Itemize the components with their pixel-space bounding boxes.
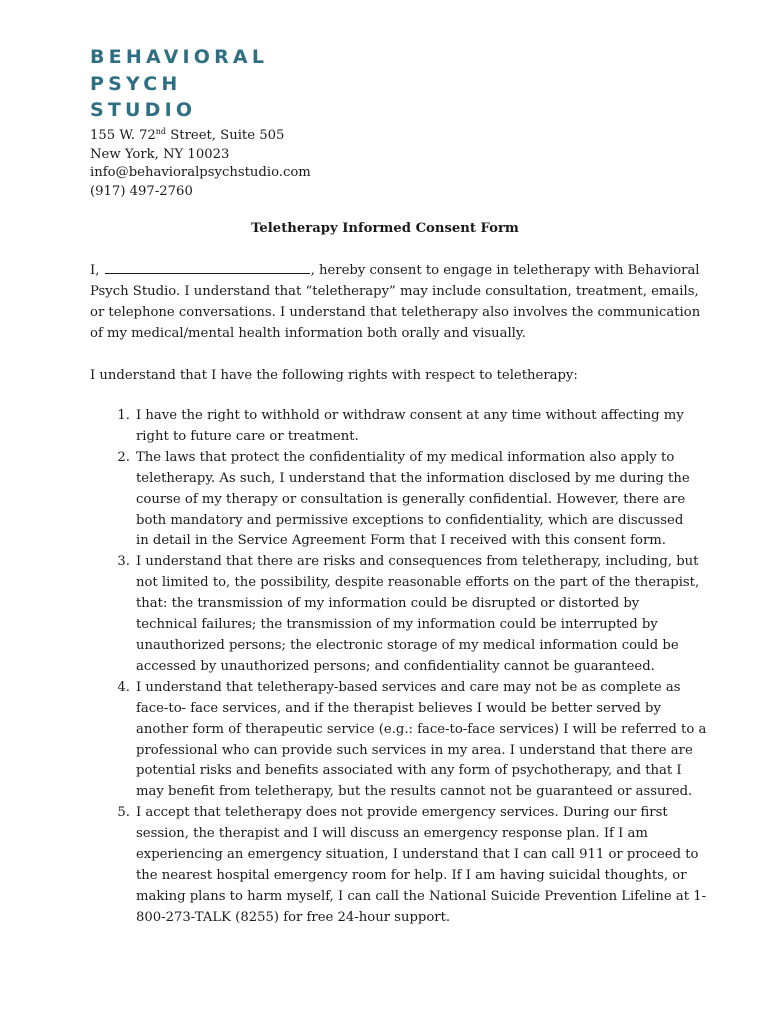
list-item-number: 4. <box>117 679 130 695</box>
form-title: Teletherapy Informed Consent Form <box>251 221 519 236</box>
list-item-line: both mandatory and permissive exceptions to confidentiality, which are discussed <box>136 512 684 528</box>
list-item-line: unauthorized persons; the electronic storage of my medical information could be <box>136 637 679 653</box>
list-item-line: in detail in the Service Agreement Form that I received with this consent form. <box>136 533 666 549</box>
consent-line: or telephone conversations. I understand that teletherapy also involves the communication <box>90 305 701 320</box>
consent-first-line <box>90 260 700 281</box>
list-item-line: I understand that there are risks and consequences from teletherapy, including, but <box>136 554 699 570</box>
list-item-line: not limited to, the possibility, despite reasonable efforts on the part of the therapist, <box>136 575 700 591</box>
list-item-line: course of my therapy or consultation is generally confidential. However, there are <box>136 491 686 507</box>
list-item-line: professional who can provide such services in my area. I understand that there are <box>136 742 693 758</box>
list-item-line: technical failures; the transmission of my information could be interrupted by <box>136 617 658 633</box>
list-item-number: 5. <box>117 805 130 821</box>
list-item-number: 2. <box>117 449 130 465</box>
rights-list-item <box>90 678 707 803</box>
list-item-line: I understand that teletherapy-based services and care may not be as complete as <box>136 679 681 695</box>
logo-line: STUDIO <box>90 99 197 121</box>
list-item-line: right to future care or treatment. <box>136 428 359 444</box>
name-blank-line[interactable] <box>105 261 310 274</box>
list-item-line: face-to- face services, and if the therapist believes I would be better served by <box>136 700 661 716</box>
consent-prefix: I, <box>90 263 104 278</box>
rights-list <box>90 406 707 929</box>
company-logo <box>90 44 268 124</box>
list-item-number: 3. <box>117 554 130 570</box>
list-item-line: 800-273-TALK (8255) for free 24-hour support. <box>136 909 451 925</box>
list-item-line: the nearest hospital emergency room for help. If I am having suicidal thoughts, or <box>136 867 687 883</box>
list-item-line: experiencing an emergency situation, I understand that I can call 911 or proceed to <box>136 847 699 863</box>
rights-intro: I understand that I have the following rights with respect to teletherapy: <box>90 368 578 383</box>
email-address: info@behavioralpsychstudio.com <box>90 165 311 181</box>
street-ordinal: nd <box>155 127 167 136</box>
logo-line: PSYCH <box>90 72 182 95</box>
list-item-line: I accept that teletherapy does not provide emergency services. During our first <box>136 805 668 821</box>
consent-line: Psych Studio. I understand that “teletherapy” may include consultation, treatment, emails, <box>90 284 699 299</box>
street-address <box>90 127 311 146</box>
logo-line: BEHAVIORAL <box>90 46 269 68</box>
consent-line-rest: , hereby consent to engage in teletherapy with Behavioral <box>310 263 700 278</box>
list-item-line: session, the therapist and I will discuss an emergency response plan. If I am <box>136 826 648 842</box>
rights-list-item <box>90 552 700 677</box>
list-item-line: potential risks and benefits associated with any form of psychotherapy, and that I <box>136 763 682 779</box>
phone-number: (917) 497-2760 <box>90 184 193 200</box>
city-state-zip: New York, NY 10023 <box>90 146 230 162</box>
list-item-line: teletherapy. As such, I understand that the information disclosed by me during the <box>136 470 690 486</box>
list-item-line: The laws that protect the confidentiality of my medical information also apply to <box>136 449 675 465</box>
list-item-line: another form of therapeutic service (e.g.: face-to-face services) I will be referred to a <box>136 721 707 737</box>
consent-paragraph <box>90 260 701 344</box>
street-rest: Street, Suite 505 <box>166 128 285 143</box>
rights-list-item <box>90 406 690 448</box>
consent-line: of my medical/mental health information both orally and visually. <box>90 326 526 341</box>
list-item-line: I have the right to withhold or withdraw consent at any time without affecting my <box>136 408 684 423</box>
list-item-line: accessed by unauthorized persons; and confidentiality cannot be guaranteed. <box>136 658 655 674</box>
list-item-number: 1. <box>117 408 130 423</box>
list-item-line: that: the transmission of my information could be disrupted or distorted by <box>136 596 640 612</box>
list-item-line: making plans to harm myself, I can call the National Suicide Prevention Lifeline at 1- <box>136 888 707 904</box>
list-item-line: may benefit from teletherapy, but the results cannot not be guaranteed or assured. <box>136 784 693 800</box>
rights-list-item <box>90 448 690 553</box>
address-block <box>90 127 311 202</box>
street-number: 155 W. 72 <box>90 128 156 143</box>
rights-list-item <box>90 803 707 928</box>
